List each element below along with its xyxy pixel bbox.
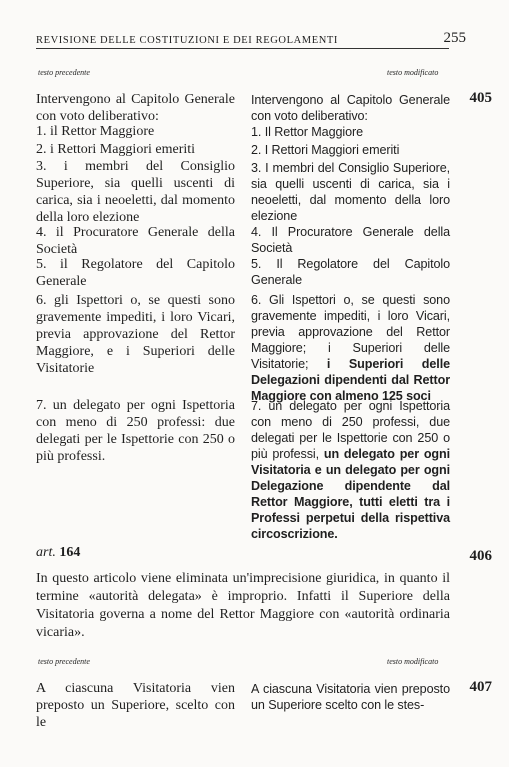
right-intro: Intervengono al Capitolo Generale con voto deliberativo:: [251, 93, 450, 123]
modified-text-407: A ciascuna Visitatoria vien preposto un Superiore scelto con le stes-: [251, 682, 450, 712]
margin-number-406: 406: [469, 548, 492, 564]
left-item-5: 5. il Regolatore del Capitolo Generale: [36, 257, 235, 289]
right-item-2: 2. I Rettori Maggiori emeriti: [251, 143, 400, 157]
left-intro: Intervengono al Capitolo Generale con voto deliberativo:: [36, 92, 235, 124]
article-word: art.: [36, 545, 56, 560]
left-item-2: 2. i Rettori Maggiori emeriti: [36, 142, 196, 157]
left-item-4: 4. il Procuratore Generale della Società: [36, 225, 235, 257]
right-item-7-text: 7. un delegato per ogni Ispettoria con meno di 250 professi, due delegati per le Ispettorie con 250 o più professi,: [251, 399, 450, 461]
article-heading: [36, 545, 80, 561]
label-previous-text-2: testo precedente: [38, 657, 90, 666]
running-head: REVISIONE DELLE COSTITUZIONI E DEI REGOLAMENTI: [36, 35, 339, 46]
right-item-6-added-text: i Superiori delle Delegazioni dipendenti dal Rettor Maggiore con almeno 125 soci: [251, 357, 451, 403]
page-number: 255: [443, 30, 466, 46]
right-item-5: 5. Il Regolatore del Capitolo Generale: [251, 257, 450, 287]
left-item-7: 7. un delegato per ogni Ispettoria con meno di 250 professi: due delegati per le Ispettorie con 250 o più professi.: [36, 398, 235, 464]
margin-number-407: 407: [469, 679, 492, 695]
right-item-1: 1. Il Rettor Maggiore: [251, 125, 363, 139]
left-item-1: 1. il Rettor Maggiore: [36, 124, 155, 139]
left-item-6: 6. gli Ispettori o, se questi sono gravemente impediti, i loro Vicari, previa approvazione del Rettor Maggiore, e i Superiori delle Visitatorie: [36, 293, 235, 376]
right-item-4: 4. Il Procuratore Generale della Società: [251, 225, 450, 255]
label-modified-text: testo modificato: [387, 68, 439, 77]
right-item-7-added-text: un delegato per ogni Visitatoria e un delegato per ogni Delegazione dipendente dal Rettor Maggiore, tutti eletti tra i Professi perpetui della rispettiva circoscrizione.: [251, 447, 451, 541]
right-item-3: 3. I membri del Consiglio Superiore, sia quelli uscenti di carica, sia i neoeletti, dal momento della loro elezione: [251, 161, 450, 223]
margin-number-405: 405: [469, 90, 492, 106]
article-commentary: In questo articolo viene eliminata un'imprecisione giuridica, in quanto il termine «autorità delegata» è improprio. Infatti il Superiore della Visitatoria governa a nome del Rettor Maggiore con «autorità ordinaria vicaria».: [36, 571, 450, 640]
label-previous-text: testo precedente: [38, 68, 90, 77]
right-item-6-text: 6. Gli Ispettori o, se questi sono gravemente impediti, i loro Vicari, previa approvazione del Rettor Maggiore; i Superiori delle Visitatorie;: [251, 293, 450, 371]
right-item-7: [251, 398, 450, 542]
left-item-3: 3. i membri del Consiglio Superiore, sia quelli uscenti di carica, sia i neoeletti, dal momento della loro elezione: [36, 159, 235, 225]
label-modified-text-2: testo modificato: [387, 657, 439, 666]
article-number: 164: [59, 545, 81, 560]
right-item-6: [251, 292, 450, 404]
previous-text-407: A ciascuna Visitatoria vien preposto un Superiore, scelto con le: [36, 681, 235, 730]
header-rule: [36, 48, 449, 49]
